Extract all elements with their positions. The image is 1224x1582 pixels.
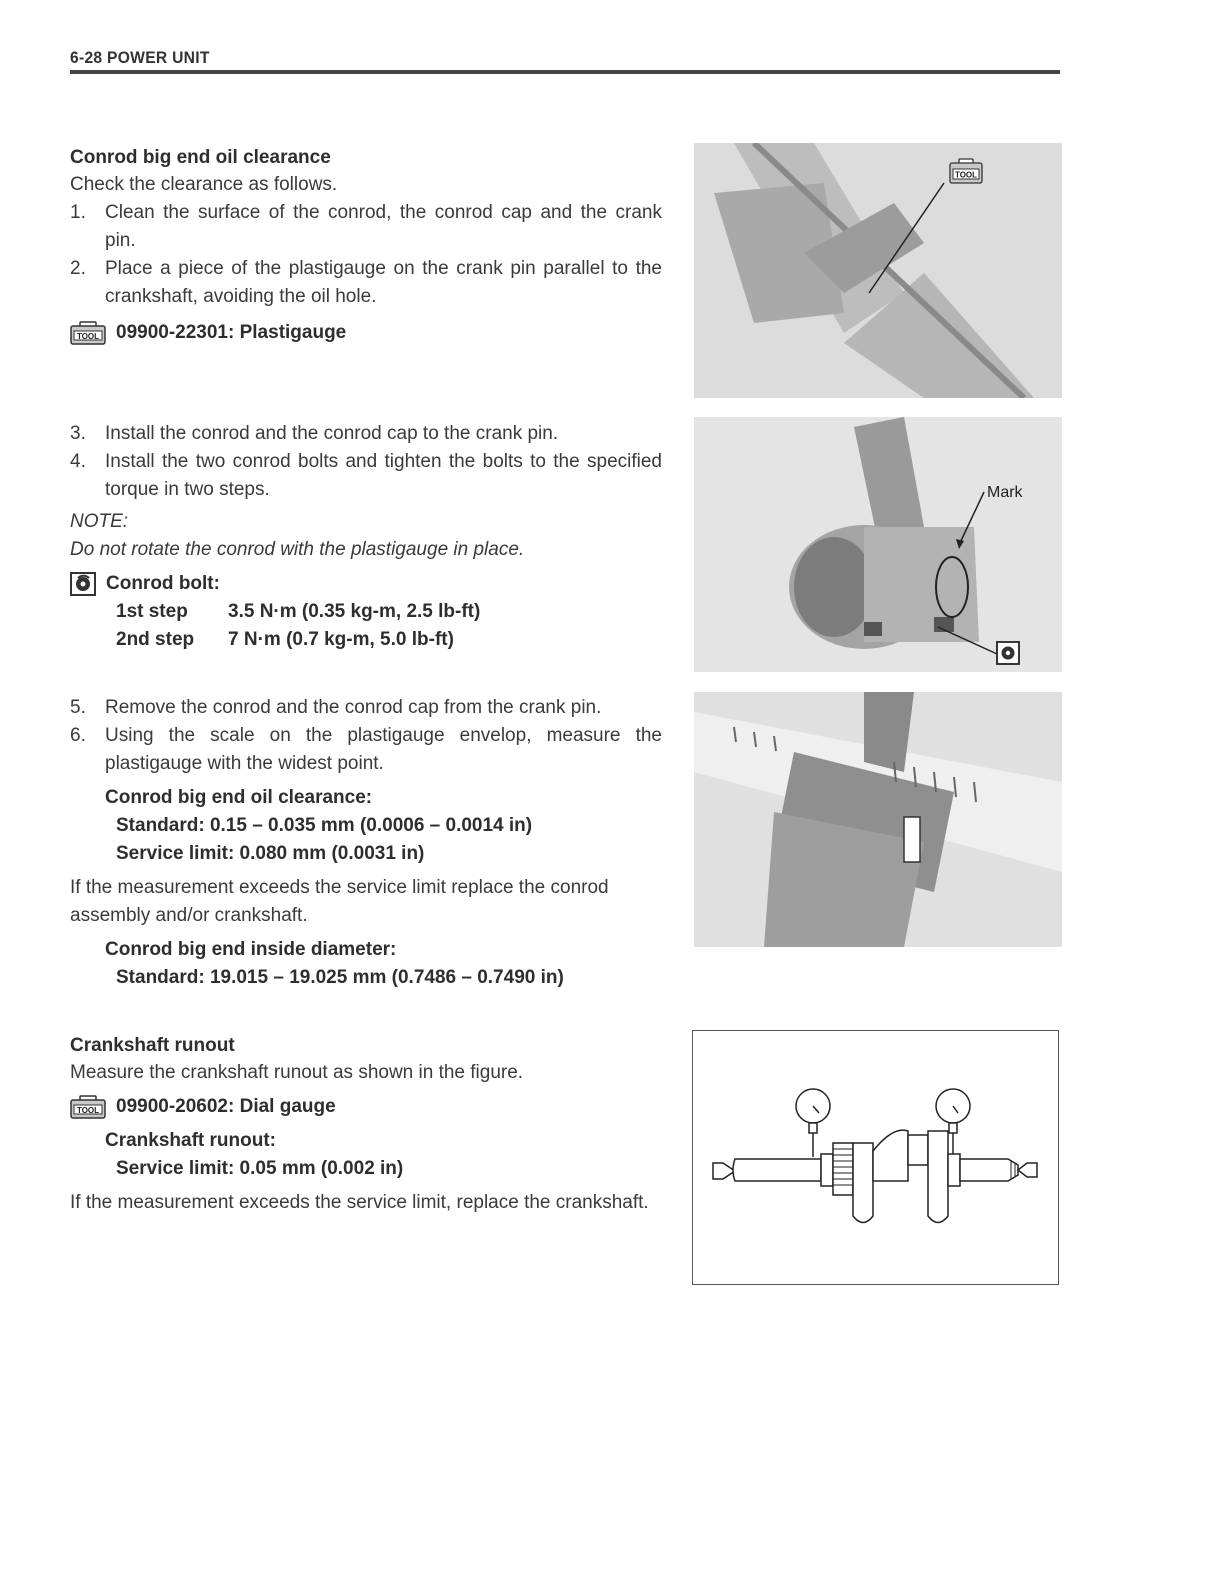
list-number: 1. <box>70 202 86 223</box>
spec-limit: Service limit: 0.05 mm (0.002 in) <box>116 1158 404 1179</box>
list-number: 4. <box>70 451 86 472</box>
list-text: Place a piece of the plastigauge on the crank pin parallel to the crankshaft, avoiding the oil hole. <box>105 258 662 307</box>
spec-title: Conrod big end inside diameter: <box>105 939 397 960</box>
list-number: 6. <box>70 725 86 746</box>
section-intro: Measure the crankshaft runout as shown in the figure. <box>70 1062 524 1083</box>
list-item <box>70 722 662 778</box>
list-text: Install the conrod and the conrod cap to the crank pin. <box>105 423 559 444</box>
tool-text: 09900-20602: Dial gauge <box>116 1096 336 1117</box>
section-title: Conrod big end oil clearance <box>70 147 331 168</box>
photo-mark-label: Mark <box>987 484 1023 501</box>
list-number: 3. <box>70 423 86 444</box>
photo-plastigauge-image <box>694 143 1062 398</box>
list-item <box>70 255 662 311</box>
torque-step: 1st step <box>116 601 188 622</box>
list-item <box>70 420 662 448</box>
photo-plastigauge-placement <box>694 143 1062 398</box>
section-conrod-clearance-b <box>70 420 662 654</box>
spec-standard: Standard: 0.15 – 0.035 mm (0.0006 – 0.0014 in) <box>116 815 533 836</box>
torque-row <box>70 626 662 654</box>
list-text: Clean the surface of the conrod, the conrod cap and the crank pin. <box>105 202 662 251</box>
list-number: 2. <box>70 258 86 279</box>
tool-icon <box>70 1095 106 1119</box>
section-title: Crankshaft runout <box>70 1035 235 1056</box>
section-conrod-clearance-c <box>70 694 662 992</box>
spec-limit: Service limit: 0.080 mm (0.0031 in) <box>116 843 425 864</box>
spec-title: Conrod big end oil clearance: <box>105 787 373 808</box>
spec-standard: Standard: 19.015 – 19.025 mm (0.7486 – 0.7490 in) <box>116 967 564 988</box>
note-label: NOTE: <box>70 511 129 532</box>
torque-title-line <box>70 570 662 598</box>
list-text: Remove the conrod and the conrod cap from the crank pin. <box>105 697 602 718</box>
photo-conrod-image <box>694 417 1062 672</box>
photo-tool-label: TOOL <box>954 170 978 180</box>
list-number: 5. <box>70 697 86 718</box>
tool-icon <box>70 321 106 345</box>
header-rule <box>70 70 1060 74</box>
tool-line <box>70 1093 662 1121</box>
torque-value: 7 N·m (0.7 kg-m, 5.0 lb-ft) <box>228 629 454 650</box>
torque-title: Conrod bolt: <box>106 573 220 594</box>
torque-step: 2nd step <box>116 629 195 650</box>
torque-icon <box>70 572 96 596</box>
list-item <box>70 448 662 504</box>
list-text: Install the two conrod bolts and tighten the bolts to the specified torque in two steps. <box>105 451 662 500</box>
torque-value: 3.5 N·m (0.35 kg-m, 2.5 lb-ft) <box>228 601 481 622</box>
list-item <box>70 199 662 255</box>
tool-line <box>70 319 662 347</box>
photo-plastigauge-measure <box>694 692 1062 947</box>
figure-crankshaft-runout <box>692 1030 1059 1285</box>
note-text: Do not rotate the conrod with the plastigauge in place. <box>70 539 525 560</box>
tool-icon-label: TOOL <box>76 1106 100 1115</box>
page-header <box>70 48 1060 78</box>
section-crankshaft-runout <box>70 1033 662 1217</box>
list-item <box>70 694 662 722</box>
tool-text: 09900-22301: Plastigauge <box>116 322 347 343</box>
section-conrod-clearance-a <box>70 145 662 347</box>
list-text: Using the scale on the plastigauge envelop, measure the plastigauge with the widest point. <box>105 725 662 774</box>
spec-title: Crankshaft runout: <box>105 1130 276 1151</box>
paragraph: If the measurement exceeds the service limit replace the conrod assembly and/or crankshaft. <box>70 877 609 926</box>
crankshaft-diagram <box>693 1031 1057 1283</box>
section-intro: Check the clearance as follows. <box>70 174 338 195</box>
photo-measure-image <box>694 692 1062 947</box>
photo-conrod-mark <box>694 417 1062 672</box>
paragraph: If the measurement exceeds the service limit, replace the crankshaft. <box>70 1192 649 1213</box>
torque-row <box>70 598 662 626</box>
tool-icon-label: TOOL <box>76 332 100 341</box>
page-header-title: 6-28 POWER UNIT <box>70 48 210 67</box>
